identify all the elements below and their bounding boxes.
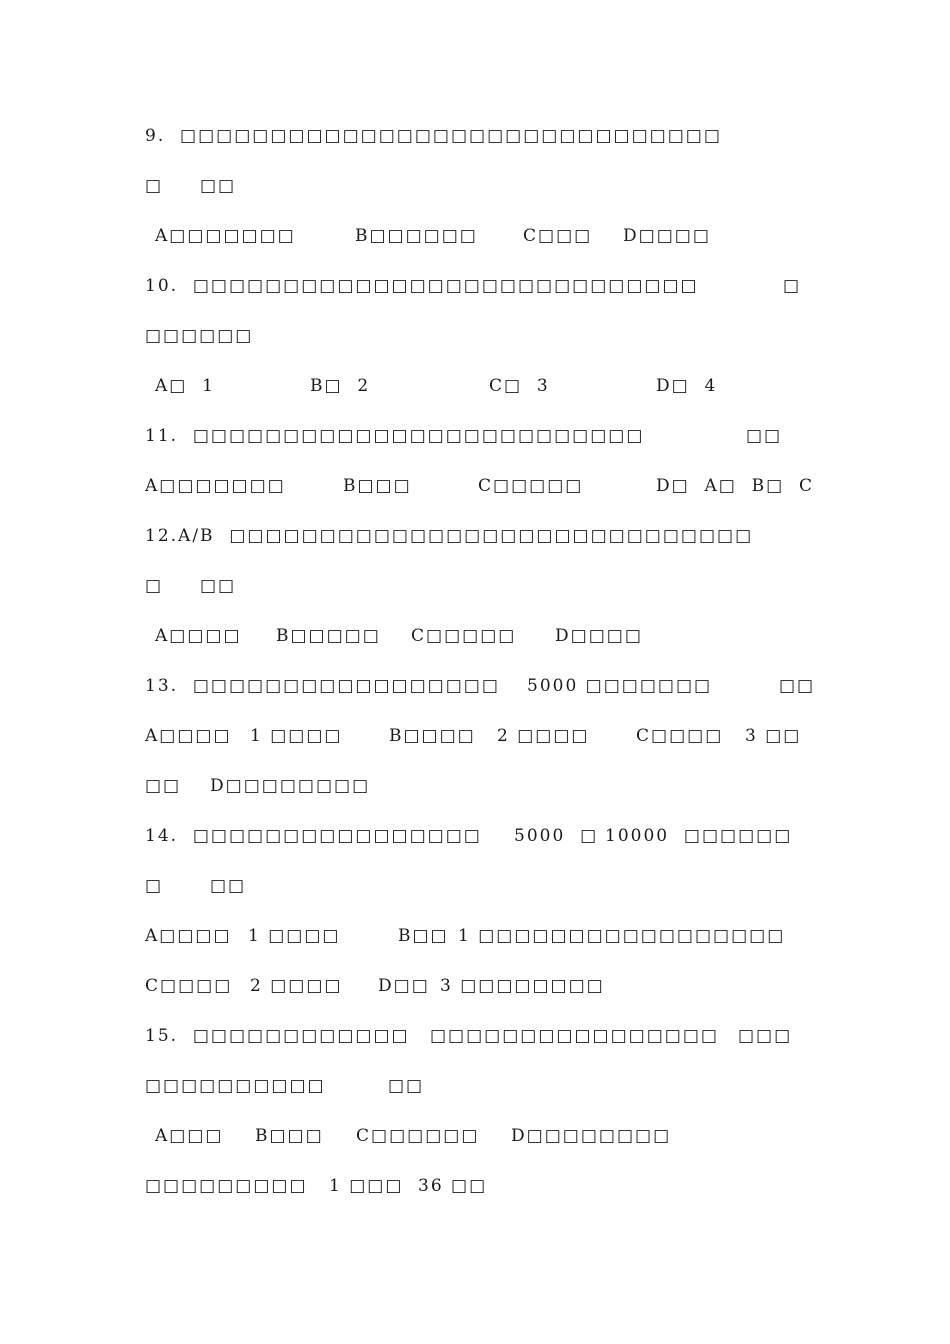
question-14-bracket-open: □: [145, 876, 164, 896]
section-heading-count: 1 □□□: [329, 1176, 404, 1196]
question-12-option-c: C□□□□□: [411, 626, 517, 646]
question-15-bracket: □□: [388, 1076, 425, 1096]
question-11-option-a: A□□□□□□□: [145, 476, 286, 496]
question-14-option-d: D□□: [378, 976, 430, 996]
question-13-option-a: A□□□□: [145, 726, 232, 746]
question-10-option-b: B□ 2: [310, 376, 371, 396]
question-14-amount-high: 10000 □□□□□□: [605, 826, 793, 846]
question-10-option-a: A□ 1: [155, 376, 215, 396]
question-9-option-d: D□□□□: [623, 226, 711, 246]
question-14-option-c-cont: 2 □□□□: [250, 976, 343, 996]
question-12-option-d: D□□□□: [555, 626, 643, 646]
question-13-option-a-cont: 1 □□□□: [250, 726, 343, 746]
question-11-option-d: D□ A□ B□ C: [656, 476, 815, 496]
question-14-stem: 14. □□□□□□□□□□□□□□□□: [145, 826, 482, 846]
question-15-option-c: C□□□□□□: [356, 1126, 480, 1146]
question-13-option-b: B□□□□: [389, 726, 476, 746]
question-15-stem-end: □□□: [738, 1026, 793, 1046]
question-11-option-c: C□□□□□: [478, 476, 584, 496]
question-14-option-b-cont: 1 □□□□□□□□□□□□□□□□□: [458, 926, 786, 946]
question-9-bracket-close: □□: [200, 176, 237, 196]
question-11-option-b: B□□□: [343, 476, 412, 496]
question-14-option-a-cont: 1 □□□□: [248, 926, 341, 946]
question-15-option-a: A□□□: [155, 1126, 224, 1146]
question-15-stem: 15. □□□□□□□□□□□□: [145, 1026, 410, 1046]
question-10-option-d: D□ 4: [656, 376, 718, 396]
question-14-option-b: B□□: [398, 926, 449, 946]
question-9-stem: 9. □□□□□□□□□□□□□□□□□□□□□□□□□□□□□□: [145, 126, 722, 146]
question-15-option-b: B□□□: [255, 1126, 324, 1146]
question-15-option-d: D□□□□□□□□: [511, 1126, 672, 1146]
question-9-option-b: B□□□□□□: [355, 226, 478, 246]
question-13-option-c-cont: 3 □□: [745, 726, 802, 746]
question-13-stem: 13. □□□□□□□□□□□□□□□□□: [145, 676, 500, 696]
question-9-bracket-open: □: [145, 176, 164, 196]
question-14-option-a: A□□□□: [145, 926, 232, 946]
question-12-bracket-open: □: [145, 576, 164, 596]
question-15-stem-cont: □□□□□□□□□□: [145, 1076, 326, 1096]
question-13-option-b-cont: 2 □□□□: [497, 726, 590, 746]
question-14-amount-low: 5000 □: [514, 826, 599, 846]
question-14-option-c: C□□□□: [145, 976, 233, 996]
question-13-option-c: C□□□□: [636, 726, 724, 746]
question-10-stem: 10. □□□□□□□□□□□□□□□□□□□□□□□□□□□□: [145, 276, 699, 296]
question-11-bracket: □□: [746, 426, 783, 446]
question-12-option-b: B□□□□□: [276, 626, 381, 646]
question-13-amount: 5000 □□□□□□□: [527, 676, 713, 696]
question-9-option-c: C□□□: [523, 226, 593, 246]
question-12-option-a: A□□□□: [155, 626, 242, 646]
question-9-option-a: A□□□□□□□: [155, 226, 296, 246]
question-15-stem-mid: □□□□□□□□□□□□□□□□: [430, 1026, 719, 1046]
question-12-stem: 12.A/B □□□□□□□□□□□□□□□□□□□□□□□□□□□□□: [145, 526, 754, 546]
question-14-option-d-cont: 3 □□□□□□□□: [440, 976, 605, 996]
question-10-stem-cont: □□□□□□: [145, 326, 254, 346]
question-10-option-c: C□ 3: [489, 376, 550, 396]
question-13-bracket: □□: [779, 676, 816, 696]
question-13-option-d: D□□□□□□□□: [210, 776, 371, 796]
section-heading-score: 36 □□: [418, 1176, 488, 1196]
question-14-bracket-close: □□: [210, 876, 247, 896]
section-heading: □□□□□□□□□: [145, 1176, 308, 1196]
question-10-bracket-open: □: [783, 276, 802, 296]
question-11-stem: 11. □□□□□□□□□□□□□□□□□□□□□□□□□: [145, 426, 645, 446]
question-12-bracket-close: □□: [200, 576, 237, 596]
question-13-option-c-end: □□: [145, 776, 182, 796]
